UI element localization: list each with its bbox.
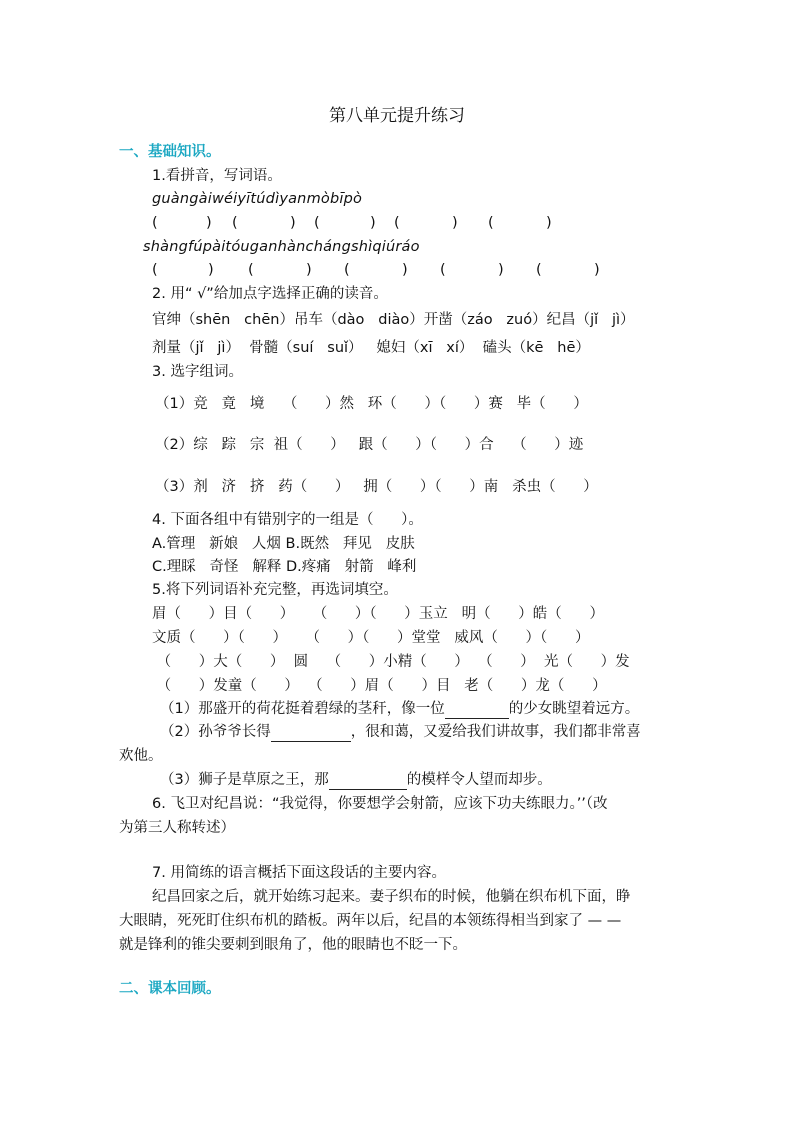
bracket: ( — [440, 262, 446, 278]
bracket: ( — [536, 262, 542, 278]
idiom-row-3: （ ）大（ ） 圆 （ ）小精（ ） （ ） 光（ ）发 — [152, 654, 630, 670]
fill-sentence-3 — [160, 770, 552, 790]
blank-line[interactable] — [329, 773, 407, 790]
blank-line[interactable] — [271, 725, 351, 742]
word-group-row-1: （1）竞 竟 境 （ ）然 环（ ）（ ）赛 毕（ ） — [155, 396, 588, 412]
word-group-row-2: （2）综 踪 宗 祖（ ） 跟（ ）（ ）合 （ ）迹 — [155, 437, 584, 453]
question-1-prompt: 1.看拼音，写词语。 — [152, 168, 282, 184]
idiom-row-4: （ ）发童（ ） （ ）眉（ ）目 老（ ）龙（ ） — [152, 678, 607, 694]
pinyin-line-2: shàngfúpàitóuganhànchángshìqiúráo — [143, 239, 420, 255]
answer-brackets-row-1 — [152, 213, 572, 233]
sentence-text: 的模样令人望而却步。 — [406, 772, 552, 788]
answer-brackets-row-2 — [152, 260, 612, 280]
bracket: ( — [232, 215, 238, 231]
sentence-text: 的少女眺望着远方。 — [508, 701, 640, 717]
bracket: ) — [402, 262, 408, 278]
question-7-prompt: 7. 用简练的语言概括下面这段话的主要内容。 — [152, 865, 446, 881]
bracket: ) — [370, 215, 376, 231]
question-6-line-2: 为第三人称转述） — [119, 820, 235, 836]
question-6-line-1: 6. 飞卫对纪昌说：“我觉得，你要想学会射箭，应该下功夫练眼力。’’（改 — [152, 796, 608, 812]
bracket: ) — [594, 262, 600, 278]
bracket: ( — [314, 215, 320, 231]
bracket: ( — [344, 262, 350, 278]
pronunciation-line-1: 官绅（shēn chēn）吊车（dào diào）开凿（záo zuó）纪昌（jǐ jì） — [152, 312, 635, 328]
question-3-prompt: 3. 选字组词。 — [152, 364, 243, 380]
sentence-text: （1）那盛开的荷花挺着碧绿的茎秆，像一位 — [160, 701, 445, 717]
bracket: ( — [152, 215, 158, 231]
word-group-row-3: （3）剂 济 挤 药（ ） 拥（ ）（ ）南 杀虫（ ） — [155, 479, 598, 495]
idiom-row-1: 眉（ ）目（ ） （ ）（ ）玉立 明（ ）皓（ ） — [152, 606, 604, 622]
section-heading-review: 二、课本回顾。 — [119, 981, 221, 997]
question-5-prompt: 5.将下列词语补充完整，再选词填空。 — [152, 582, 398, 598]
bracket: ( — [152, 262, 158, 278]
passage-line-3: 就是锋利的锥尖要刺到眼角了，他的眼睛也不眨一下。 — [119, 937, 467, 953]
sentence-text: ，很和蔼，又爱给我们讲故事，我们都非常喜 — [350, 724, 641, 740]
bracket: ) — [498, 262, 504, 278]
bracket: ) — [546, 215, 552, 231]
pronunciation-line-2: 剂量（jǐ jì） 骨髓（suí suǐ） 媳妇（xī xí） 磕头（kē hē） — [152, 340, 590, 356]
bracket: ) — [208, 262, 214, 278]
page-title: 第八单元提升练习 — [329, 106, 465, 126]
question-2-prompt: 2. 用“ √”给加点字选择正确的读音。 — [152, 286, 388, 302]
bracket: ) — [306, 262, 312, 278]
fill-sentence-1 — [160, 699, 639, 719]
fill-sentence-2-cont: 欢他。 — [119, 748, 163, 764]
passage-line-1: 纪昌回家之后，就开始练习起来。妻子织布的时候，他躺在织布机下面，睁 — [152, 889, 631, 905]
bracket: ) — [290, 215, 296, 231]
bracket: ( — [488, 215, 494, 231]
question-4-prompt: 4. 下面各组中有错别字的一组是（ ）。 — [152, 512, 423, 528]
pinyin-line-1: guàngàiwéiyītúdìyanmòbīpò — [152, 191, 363, 207]
blank-line[interactable] — [445, 702, 509, 719]
bracket: ( — [394, 215, 400, 231]
idiom-row-2: 文质（ ）（ ） （ ）（ ）堂堂 威风（ ）（ ） — [152, 630, 590, 646]
bracket: ) — [206, 215, 212, 231]
choice-line-ab: A.管理 新娘 人烟 B.既然 拜见 皮肤 — [152, 536, 415, 552]
section-heading-basics: 一、基础知识。 — [119, 144, 221, 160]
sentence-text: （3）狮子是草原之王，那 — [160, 772, 329, 788]
bracket: ( — [248, 262, 254, 278]
fill-sentence-2 — [160, 722, 641, 742]
choice-line-cd: C.理睬 奇怪 解释 D.疼痛 射箭 峰利 — [152, 559, 417, 575]
passage-line-2: 大眼睛，死死盯住织布机的踏板。两年以后，纪昌的本领练得相当到家了 — — — [119, 913, 622, 929]
bracket: ) — [452, 215, 458, 231]
sentence-text: （2）孙爷爷长得 — [160, 724, 271, 740]
